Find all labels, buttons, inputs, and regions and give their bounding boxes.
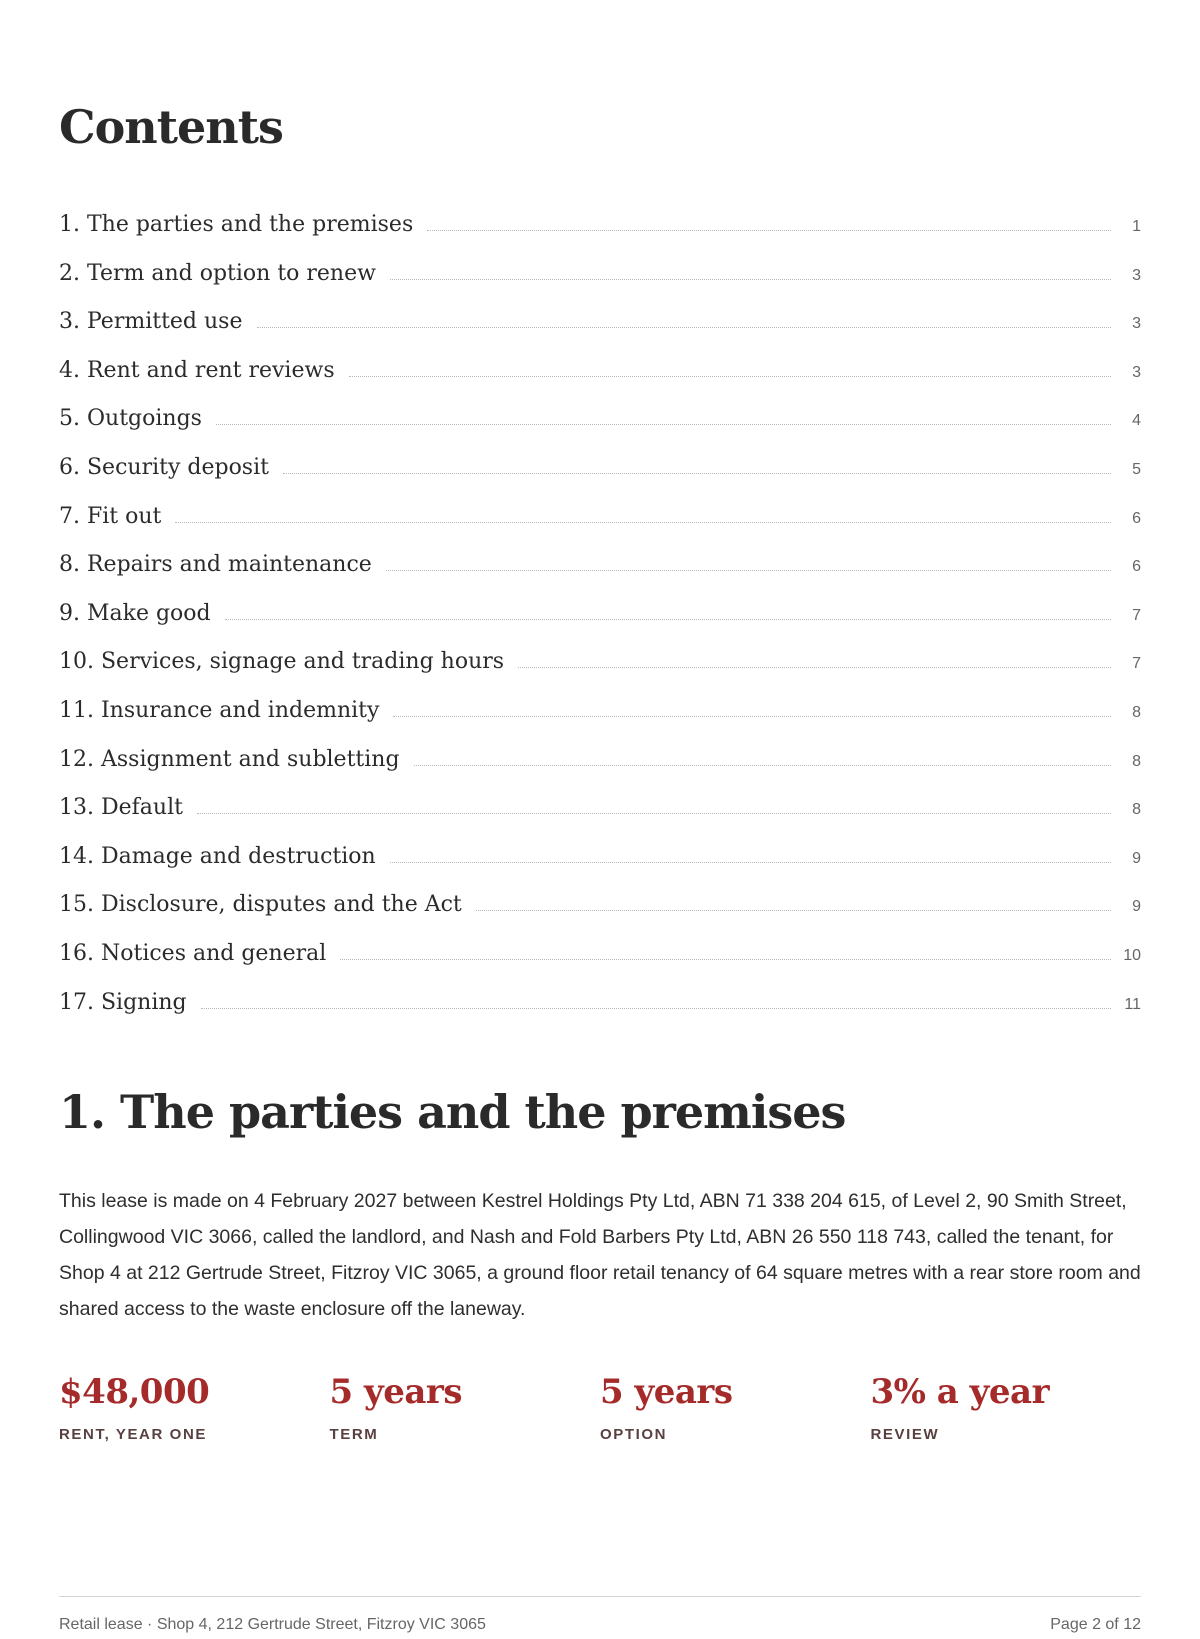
footer-document-title: Retail lease · Shop 4, 212 Gertrude Street, Fitzroy VIC 3065	[59, 1616, 486, 1633]
toc-entry[interactable]	[59, 842, 1141, 891]
section-body-paragraph: This lease is made on 4 February 2027 between Kestrel Holdings Pty Ltd, ABN 71 338 204 615, of Level 2, 90 Smith Street, Collingwood VIC 3066, called the landlord, and Nash and Fold Barbers Pty Ltd, ABN 26 550 118 743, called the tenant, for Shop 4 at 212 Gertrude Street, Fitzroy VIC 3065, a ground floor retail tenancy of 64 square metres with a rear store room and shared access to the waste enclosure off the laneway.	[59, 1190, 1141, 1320]
toc-entry[interactable]	[59, 356, 1141, 405]
stat-review	[871, 1370, 1142, 1443]
toc-entry[interactable]	[59, 259, 1141, 308]
toc-entry-label: 7. Fit out	[59, 503, 162, 529]
toc-page-number: 8	[1132, 703, 1141, 721]
toc-page-number: 7	[1132, 655, 1141, 673]
toc-entry-label: 4. Rent and rent reviews	[59, 357, 335, 383]
toc-entry-label: 5. Outgoings	[59, 406, 202, 432]
stat-value: $48,000	[59, 1372, 210, 1412]
stat-rent	[59, 1370, 330, 1443]
toc-entry-label: 8. Repairs and maintenance	[59, 552, 372, 578]
toc-leader-dots	[225, 599, 1111, 620]
toc-leader-dots	[390, 842, 1111, 863]
toc-entry-label: 1. The parties and the premises	[59, 212, 414, 237]
stat-option	[600, 1370, 871, 1443]
toc-entry[interactable]	[59, 550, 1141, 599]
toc-entry[interactable]	[59, 988, 1141, 1037]
toc-page-number: 10	[1123, 946, 1141, 964]
toc-entry-label: 3. Permitted use	[59, 309, 243, 335]
toc-leader-dots	[197, 793, 1111, 814]
toc-leader-dots	[393, 696, 1111, 717]
toc-entry-label: 10. Services, signage and trading hours	[59, 649, 505, 675]
toc-entry[interactable]	[59, 890, 1141, 939]
footer-page-number: Page 2 of 12	[1050, 1616, 1141, 1633]
toc-entry-label: 14. Damage and destruction	[59, 843, 376, 869]
toc-leader-dots	[175, 502, 1111, 523]
toc-entry-label: 13. Default	[59, 795, 183, 821]
stat-term	[330, 1370, 601, 1443]
toc-page-number: 1	[1132, 218, 1141, 235]
toc-entry[interactable]	[59, 453, 1141, 502]
toc-entry-label: 15. Disclosure, disputes and the Act	[59, 892, 462, 918]
toc-entry[interactable]	[59, 502, 1141, 551]
toc-entry[interactable]	[59, 210, 1141, 259]
toc-page-number: 9	[1132, 898, 1141, 916]
toc-entry[interactable]	[59, 745, 1141, 794]
toc-entry-label: 9. Make good	[59, 600, 211, 626]
section-heading: 1. The parties and the premises	[59, 1085, 846, 1139]
contents-heading: Contents	[59, 100, 283, 154]
toc-leader-dots	[476, 890, 1111, 911]
toc-entry-label: 12. Assignment and subletting	[59, 746, 400, 772]
stat-value: 5 years	[329, 1372, 462, 1412]
toc-page-number: 8	[1132, 752, 1141, 770]
toc-leader-dots	[390, 259, 1111, 280]
toc-page-number: 7	[1132, 606, 1141, 624]
toc-entry[interactable]	[59, 696, 1141, 745]
toc-page-number: 3	[1132, 315, 1141, 333]
toc-page-number: 8	[1132, 801, 1141, 819]
table-of-contents	[59, 210, 1141, 1036]
toc-leader-dots	[201, 988, 1111, 1009]
toc-entry-label: 2. Term and option to renew	[59, 260, 376, 286]
toc-leader-dots	[414, 745, 1111, 766]
toc-leader-dots	[518, 647, 1111, 668]
toc-page-number: 9	[1132, 849, 1141, 867]
toc-entry[interactable]	[59, 793, 1141, 842]
toc-page-number: 3	[1132, 266, 1141, 284]
stat-label: REVIEW	[870, 1426, 940, 1443]
toc-page-number: 6	[1132, 558, 1141, 576]
toc-leader-dots	[349, 356, 1111, 377]
document-page	[59, 0, 1141, 1639]
toc-page-number: 5	[1132, 460, 1141, 478]
toc-entry-label: 17. Signing	[59, 989, 187, 1015]
toc-entry[interactable]	[59, 647, 1141, 696]
toc-entry-label: 6. Security deposit	[59, 454, 269, 480]
stat-label: OPTION	[600, 1426, 668, 1443]
stat-value: 3% a year	[870, 1372, 1049, 1412]
toc-entry-label: 16. Notices and general	[59, 940, 327, 966]
stat-label: RENT, YEAR ONE	[59, 1426, 207, 1443]
toc-page-number: 3	[1132, 363, 1141, 381]
toc-page-number: 4	[1132, 412, 1141, 430]
stat-value: 5 years	[600, 1372, 733, 1412]
toc-leader-dots	[386, 550, 1111, 571]
stat-label: TERM	[329, 1426, 379, 1443]
toc-page-number: 11	[1124, 995, 1141, 1013]
toc-entry[interactable]	[59, 404, 1141, 453]
key-terms-summary	[59, 1370, 1141, 1443]
toc-leader-dots	[283, 453, 1111, 474]
toc-page-number: 6	[1132, 509, 1141, 527]
toc-leader-dots	[427, 210, 1111, 231]
footer-divider	[59, 1596, 1141, 1597]
toc-leader-dots	[340, 939, 1111, 960]
toc-leader-dots	[257, 307, 1112, 328]
toc-entry[interactable]	[59, 307, 1141, 356]
toc-entry[interactable]	[59, 939, 1141, 988]
toc-entry[interactable]	[59, 599, 1141, 648]
toc-entry-label: 11. Insurance and indemnity	[59, 697, 380, 723]
toc-leader-dots	[216, 404, 1111, 425]
